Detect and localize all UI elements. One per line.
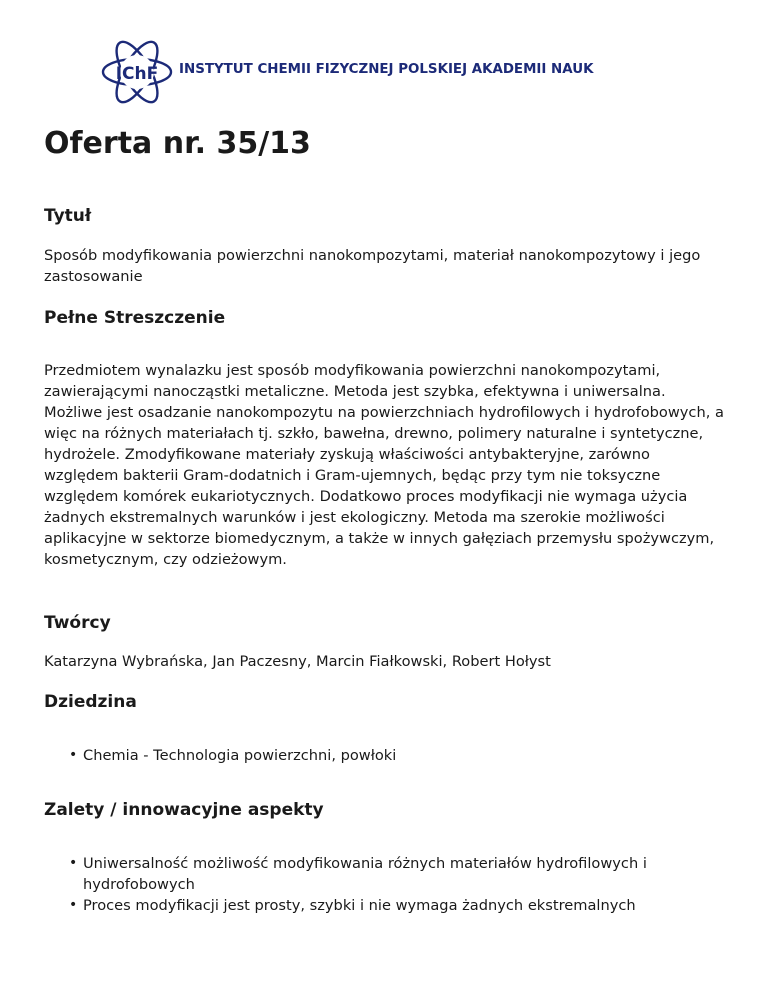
bullet-icon: • xyxy=(69,897,78,913)
section-heading-advantages: Zalety / innowacyjne aspekty xyxy=(44,800,324,820)
section-heading-abstract: Pełne Streszczenie xyxy=(44,308,226,328)
advantages-list xyxy=(44,853,724,916)
svg-text:IChF: IChF xyxy=(115,64,159,84)
field-list xyxy=(44,745,724,766)
creators-text: Katarzyna Wybrańska, Jan Paczesny, Marcin Fiałkowski, Robert Hołyst xyxy=(44,653,551,670)
bullet-icon: • xyxy=(69,855,78,871)
abstract-text: Przedmiotem wynalazku jest sposób modyfikowania powierzchni nanokompozytami, zawierającymi nanocząstki metaliczne. Metoda jest szybka, efektywna i uniwersalna. Możliwe jest osadzanie nanokompozytu na powierzchniach hydrofilowych i hydrofobowych, a więc na różnych materiałach tj. szkło, bawełna, drewno, polimery naturalne i syntetyczne, hydrożele. Zmodyfikowane materiały zyskują właściwości antybakteryjne, zarówno względem bakterii Gram-dodatnich i Gram-ujemnych, będąc przy tym nie toksyczne względem komórek eukariotycznych. Dodatkowo proces modyfikacji nie wymaga użycia żadnych ekstremalnych warunków i jest ekologiczny. Metoda ma szerokie możliwości aplikacyjne w sektorze biomedycznym, a także w innych gałęziach przemysłu spożywczym, kosmetycznym, czy odzieżowym. xyxy=(44,362,724,568)
section-heading-field: Dziedzina xyxy=(44,692,137,712)
ichf-logo xyxy=(100,38,174,106)
institute-header xyxy=(100,38,594,106)
title-text: Sposób modyfikowania powierzchni nanokompozytami, materiał nanokompozytowy i jego zastosowanie xyxy=(44,247,701,285)
institute-name: INSTYTUT CHEMII FIZYCZNEJ POLSKIEJ AKADEMII NAUK xyxy=(179,62,594,77)
offer-title: Oferta nr. 35/13 xyxy=(44,126,311,161)
list-item: • Chemia - Technologia powierzchni, powłoki xyxy=(69,747,397,764)
list-item: • Uniwersalność możliwość modyfikowania różnych materiałów hydrofilowych i hydrofobowych xyxy=(69,855,647,893)
section-heading-creators: Twórcy xyxy=(44,613,111,633)
bullet-icon: • xyxy=(69,747,78,763)
list-item: • Proces modyfikacji jest prosty, szybki i nie wymaga żadnych ekstremalnych xyxy=(69,897,636,914)
section-heading-title: Tytuł xyxy=(44,206,92,226)
